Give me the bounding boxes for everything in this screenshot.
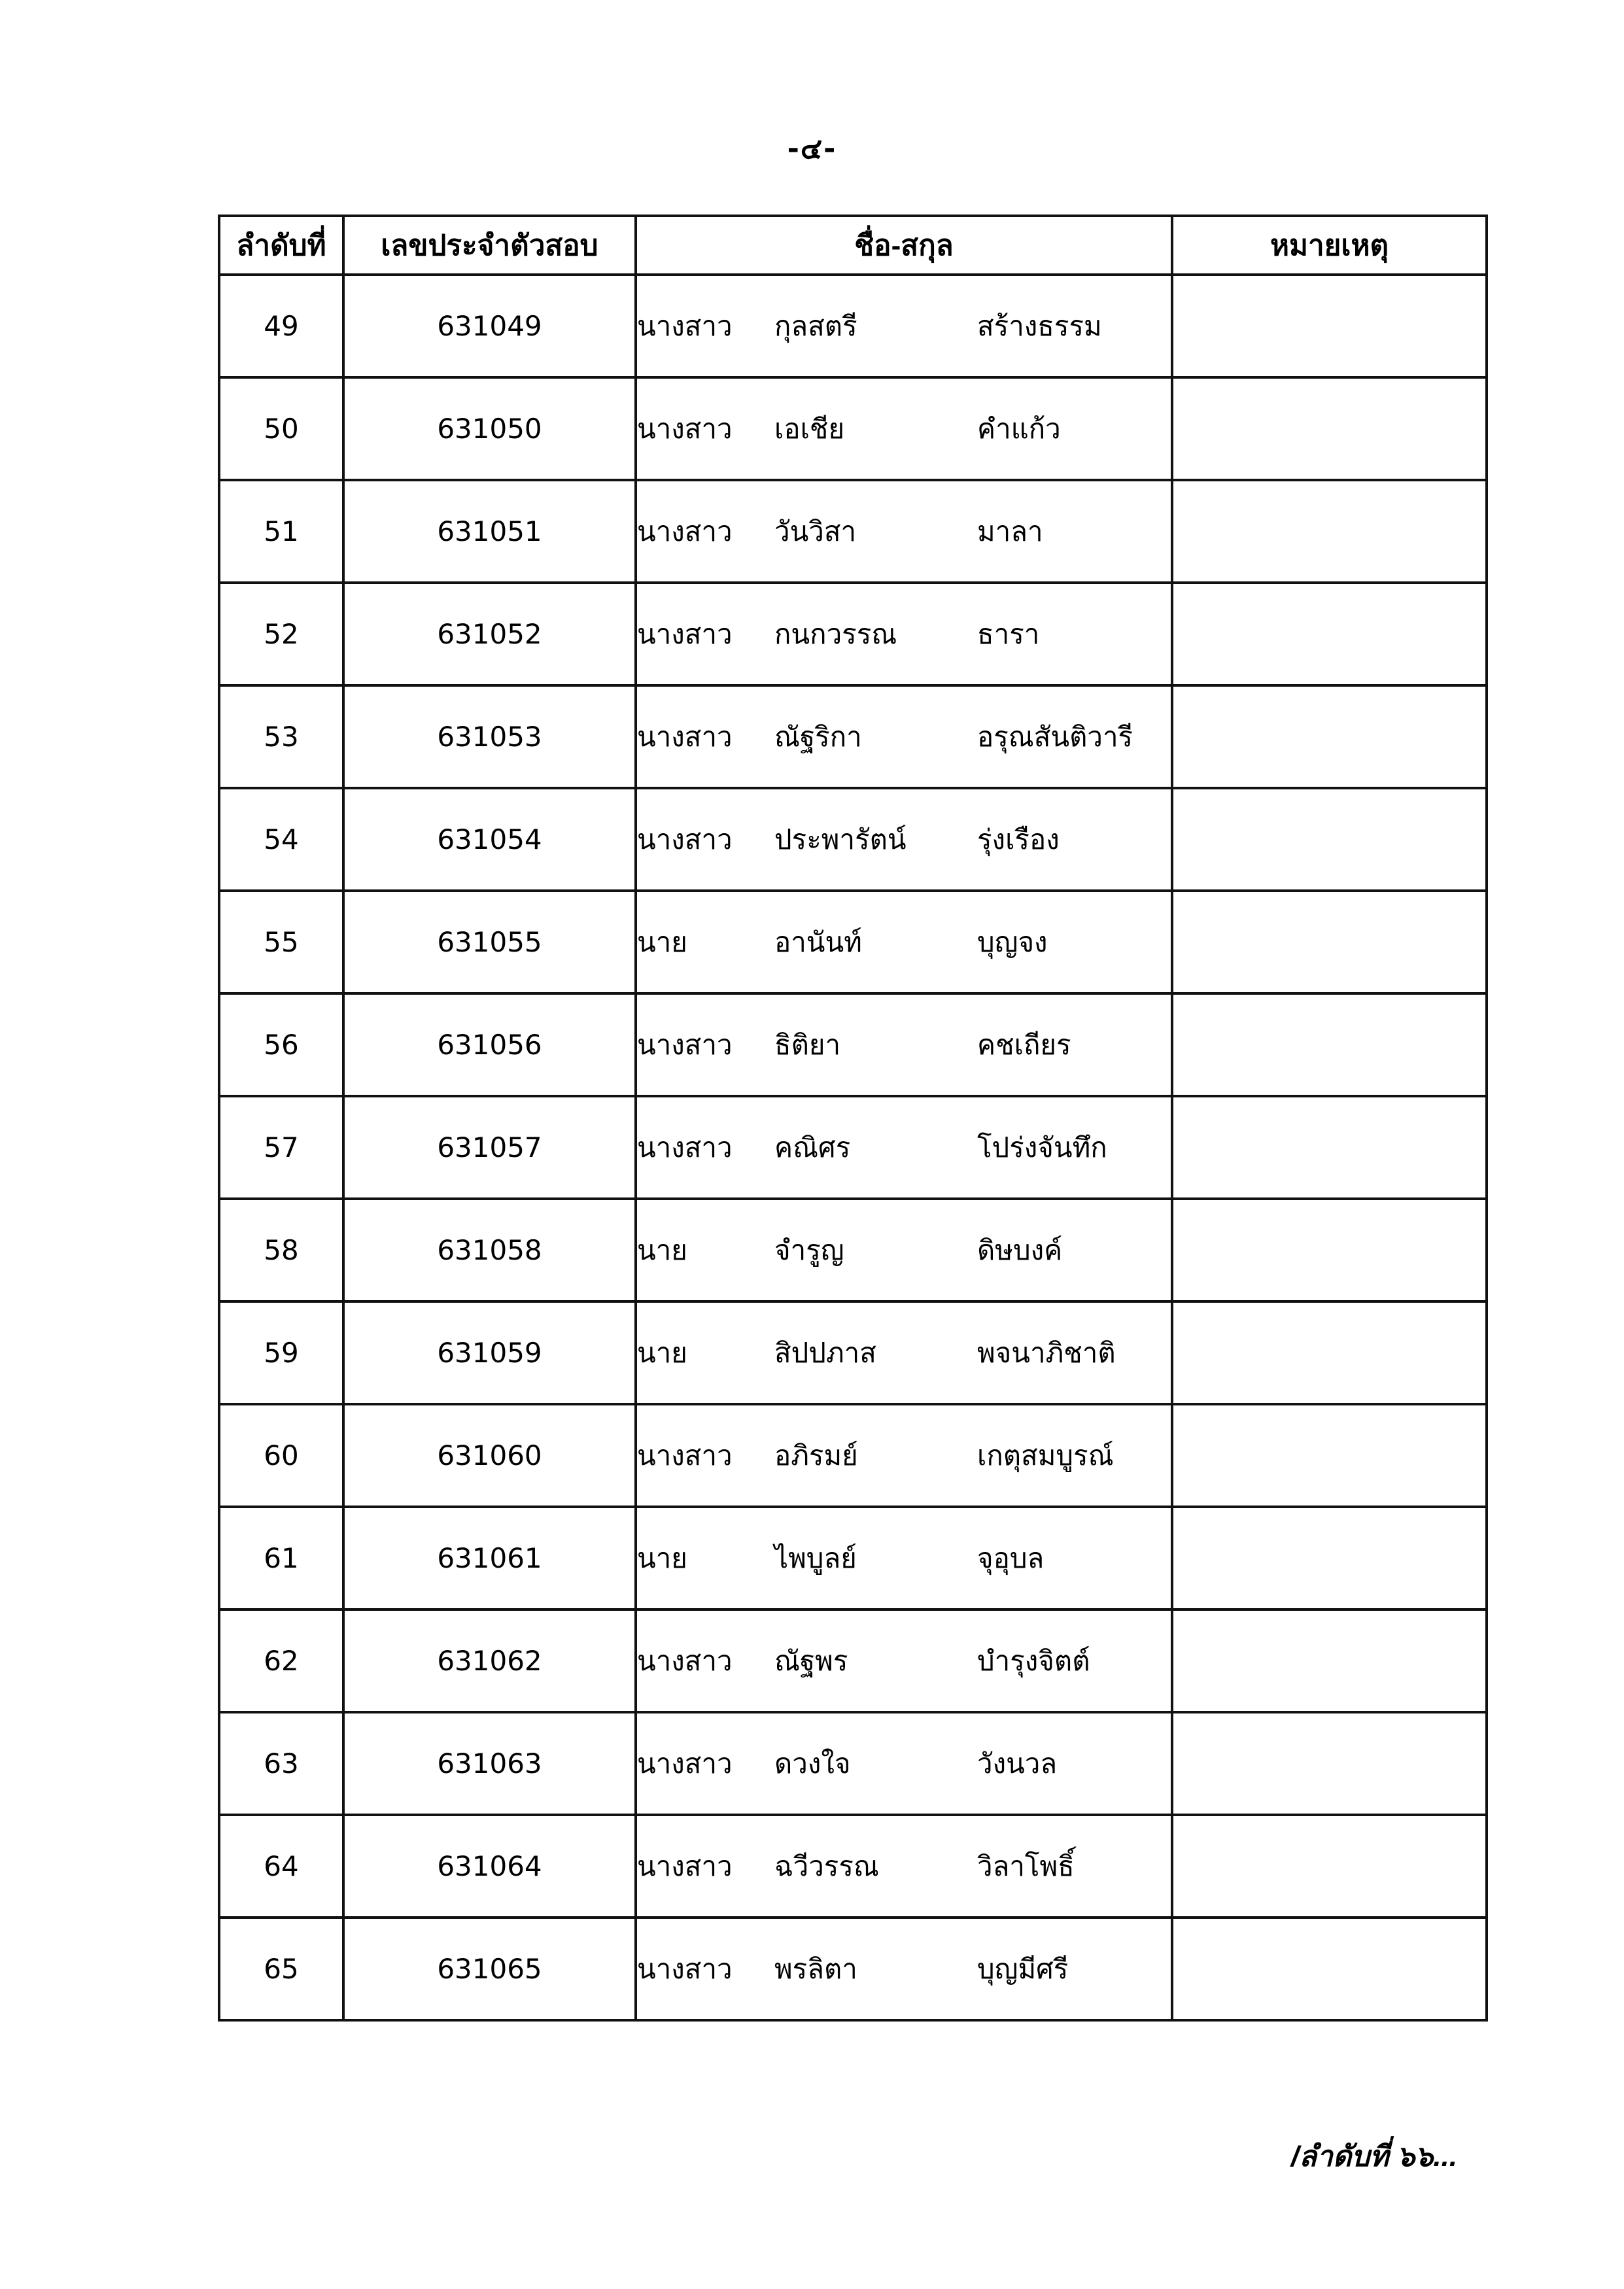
first-name: ไพบูลย์ [774, 1541, 857, 1574]
cell-full-name [636, 788, 1172, 891]
cell-exam-id: 631058 [343, 1199, 636, 1301]
table-row [219, 275, 1487, 377]
cell-full-name [636, 1918, 1172, 2020]
cell-full-name [636, 1404, 1172, 1507]
name-prefix: นางสาว [637, 1028, 733, 1061]
cell-remark [1172, 1096, 1487, 1199]
cell-remark [1172, 583, 1487, 685]
cell-remark [1172, 1918, 1487, 2020]
cell-full-name [636, 1301, 1172, 1404]
cell-exam-id: 631061 [343, 1507, 636, 1609]
name-prefix: นาย [637, 925, 687, 958]
cell-full-name [636, 583, 1172, 685]
cell-exam-id: 631050 [343, 377, 636, 480]
first-name: จำรูญ [774, 1233, 844, 1266]
last-name: เกตุสมบูรณ์ [977, 1439, 1114, 1472]
cell-exam-id: 631059 [343, 1301, 636, 1404]
cell-full-name [636, 1712, 1172, 1815]
cell-full-name [636, 480, 1172, 583]
name-prefix: นางสาว [637, 412, 733, 445]
cell-full-name [636, 891, 1172, 993]
cell-remark [1172, 891, 1487, 993]
table-row [219, 1096, 1487, 1199]
header-full-name: ชื่อ-สกุล [636, 216, 1172, 275]
first-name: อภิรมย์ [774, 1439, 858, 1472]
cell-seq: 61 [219, 1507, 343, 1609]
cell-seq: 56 [219, 993, 343, 1096]
first-name: พรลิตา [774, 1952, 857, 1985]
first-name: สิปปภาส [774, 1336, 876, 1369]
last-name: คชเถียร [977, 1028, 1071, 1061]
first-name: ดวงใจ [774, 1747, 851, 1780]
name-prefix: นาย [637, 1336, 687, 1369]
last-name: ดิษบงค์ [977, 1233, 1063, 1266]
last-name: บุญจง [977, 925, 1048, 958]
cell-seq: 50 [219, 377, 343, 480]
cell-full-name [636, 1815, 1172, 1918]
cell-exam-id: 631049 [343, 275, 636, 377]
table-row [219, 685, 1487, 788]
name-prefix: นาย [637, 1541, 687, 1574]
table-row [219, 583, 1487, 685]
header-seq: ลำดับที่ [219, 216, 343, 275]
last-name: บุญมีศรี [977, 1952, 1069, 1985]
first-name: ณัฐพร [774, 1644, 848, 1677]
last-name: บำรุงจิตต์ [977, 1644, 1090, 1677]
name-prefix: นางสาว [637, 1131, 733, 1163]
cell-full-name [636, 275, 1172, 377]
last-name: อรุณสันติวารี [977, 720, 1133, 753]
last-name: รุ่งเรือง [977, 823, 1060, 855]
page-number: -๔- [787, 132, 837, 165]
last-name: วิลาโพธิ์ [977, 1850, 1075, 1882]
name-prefix: นางสาว [637, 617, 733, 650]
table-row [219, 1815, 1487, 1918]
table-row [219, 788, 1487, 891]
first-name: ฉวีวรรณ [774, 1850, 879, 1882]
cell-exam-id: 631054 [343, 788, 636, 891]
name-prefix: นางสาว [637, 1439, 733, 1472]
table-body [219, 275, 1487, 2020]
table-row [219, 1609, 1487, 1712]
table-row [219, 1199, 1487, 1301]
cell-exam-id: 631052 [343, 583, 636, 685]
cell-remark [1172, 1609, 1487, 1712]
cell-remark [1172, 1301, 1487, 1404]
cell-seq: 52 [219, 583, 343, 685]
name-prefix: นางสาว [637, 720, 733, 753]
table-row [219, 1507, 1487, 1609]
cell-full-name [636, 1096, 1172, 1199]
first-name: คณิศร [774, 1131, 851, 1163]
first-name: ณัฐริกา [774, 720, 862, 753]
first-name: กนกวรรณ [774, 617, 897, 650]
header-remarks: หมายเหตุ [1172, 216, 1487, 275]
table-row [219, 377, 1487, 480]
name-prefix: นางสาว [637, 1747, 733, 1780]
cell-remark [1172, 685, 1487, 788]
table-header-row [219, 216, 1487, 275]
name-prefix: นางสาว [637, 1644, 733, 1677]
cell-exam-id: 631063 [343, 1712, 636, 1815]
table-row [219, 1712, 1487, 1815]
cell-exam-id: 631053 [343, 685, 636, 788]
last-name: พจนาภิชาติ [977, 1336, 1116, 1369]
cell-remark [1172, 480, 1487, 583]
cell-exam-id: 631062 [343, 1609, 636, 1712]
candidate-table [218, 215, 1488, 2022]
cell-full-name [636, 377, 1172, 480]
cell-full-name [636, 1507, 1172, 1609]
cell-exam-id: 631064 [343, 1815, 636, 1918]
name-prefix: นางสาว [637, 309, 733, 342]
cell-full-name [636, 685, 1172, 788]
first-name: ธิติยา [774, 1028, 841, 1061]
last-name: วังนวล [977, 1747, 1058, 1780]
cell-seq: 62 [219, 1609, 343, 1712]
cell-remark [1172, 993, 1487, 1096]
name-prefix: นาย [637, 1233, 687, 1266]
cell-full-name [636, 993, 1172, 1096]
last-name: คำแก้ว [977, 412, 1061, 445]
name-prefix: นางสาว [637, 823, 733, 855]
last-name: ธารา [977, 617, 1040, 650]
cell-full-name [636, 1609, 1172, 1712]
cell-seq: 53 [219, 685, 343, 788]
first-name: วันวิสา [774, 515, 857, 547]
name-prefix: นางสาว [637, 1850, 733, 1882]
cell-exam-id: 631057 [343, 1096, 636, 1199]
cell-seq: 64 [219, 1815, 343, 1918]
table-row [219, 1918, 1487, 2020]
last-name: สร้างธรรม [977, 309, 1102, 342]
cell-seq: 51 [219, 480, 343, 583]
cell-seq: 63 [219, 1712, 343, 1815]
cell-seq: 58 [219, 1199, 343, 1301]
cell-remark [1172, 377, 1487, 480]
cell-exam-id: 631065 [343, 1918, 636, 2020]
cell-seq: 60 [219, 1404, 343, 1507]
continuation-note: /ลำดับที่ ๖๖... [1290, 2141, 1457, 2173]
first-name: ประพารัตน์ [774, 823, 907, 855]
cell-remark [1172, 788, 1487, 891]
last-name: มาลา [977, 515, 1043, 547]
cell-remark [1172, 275, 1487, 377]
first-name: อานันท์ [774, 925, 862, 958]
first-name: เอเชีย [774, 412, 845, 445]
cell-seq: 55 [219, 891, 343, 993]
table-row [219, 1404, 1487, 1507]
cell-seq: 57 [219, 1096, 343, 1199]
first-name: กุลสตรี [774, 309, 857, 342]
last-name: จุอุบล [977, 1541, 1045, 1574]
name-prefix: นางสาว [637, 1952, 733, 1985]
table-row [219, 480, 1487, 583]
cell-seq: 59 [219, 1301, 343, 1404]
cell-exam-id: 631055 [343, 891, 636, 993]
cell-exam-id: 631060 [343, 1404, 636, 1507]
cell-remark [1172, 1815, 1487, 1918]
cell-seq: 49 [219, 275, 343, 377]
cell-exam-id: 631051 [343, 480, 636, 583]
cell-remark [1172, 1404, 1487, 1507]
table-row [219, 891, 1487, 993]
cell-remark [1172, 1712, 1487, 1815]
table-row [219, 1301, 1487, 1404]
cell-remark [1172, 1507, 1487, 1609]
cell-seq: 65 [219, 1918, 343, 2020]
cell-exam-id: 631056 [343, 993, 636, 1096]
name-prefix: นางสาว [637, 515, 733, 547]
table-row [219, 993, 1487, 1096]
cell-full-name [636, 1199, 1172, 1301]
last-name: โปร่งจันทึก [977, 1131, 1107, 1163]
cell-seq: 54 [219, 788, 343, 891]
cell-remark [1172, 1199, 1487, 1301]
header-exam-id: เลขประจำตัวสอบ [343, 216, 636, 275]
